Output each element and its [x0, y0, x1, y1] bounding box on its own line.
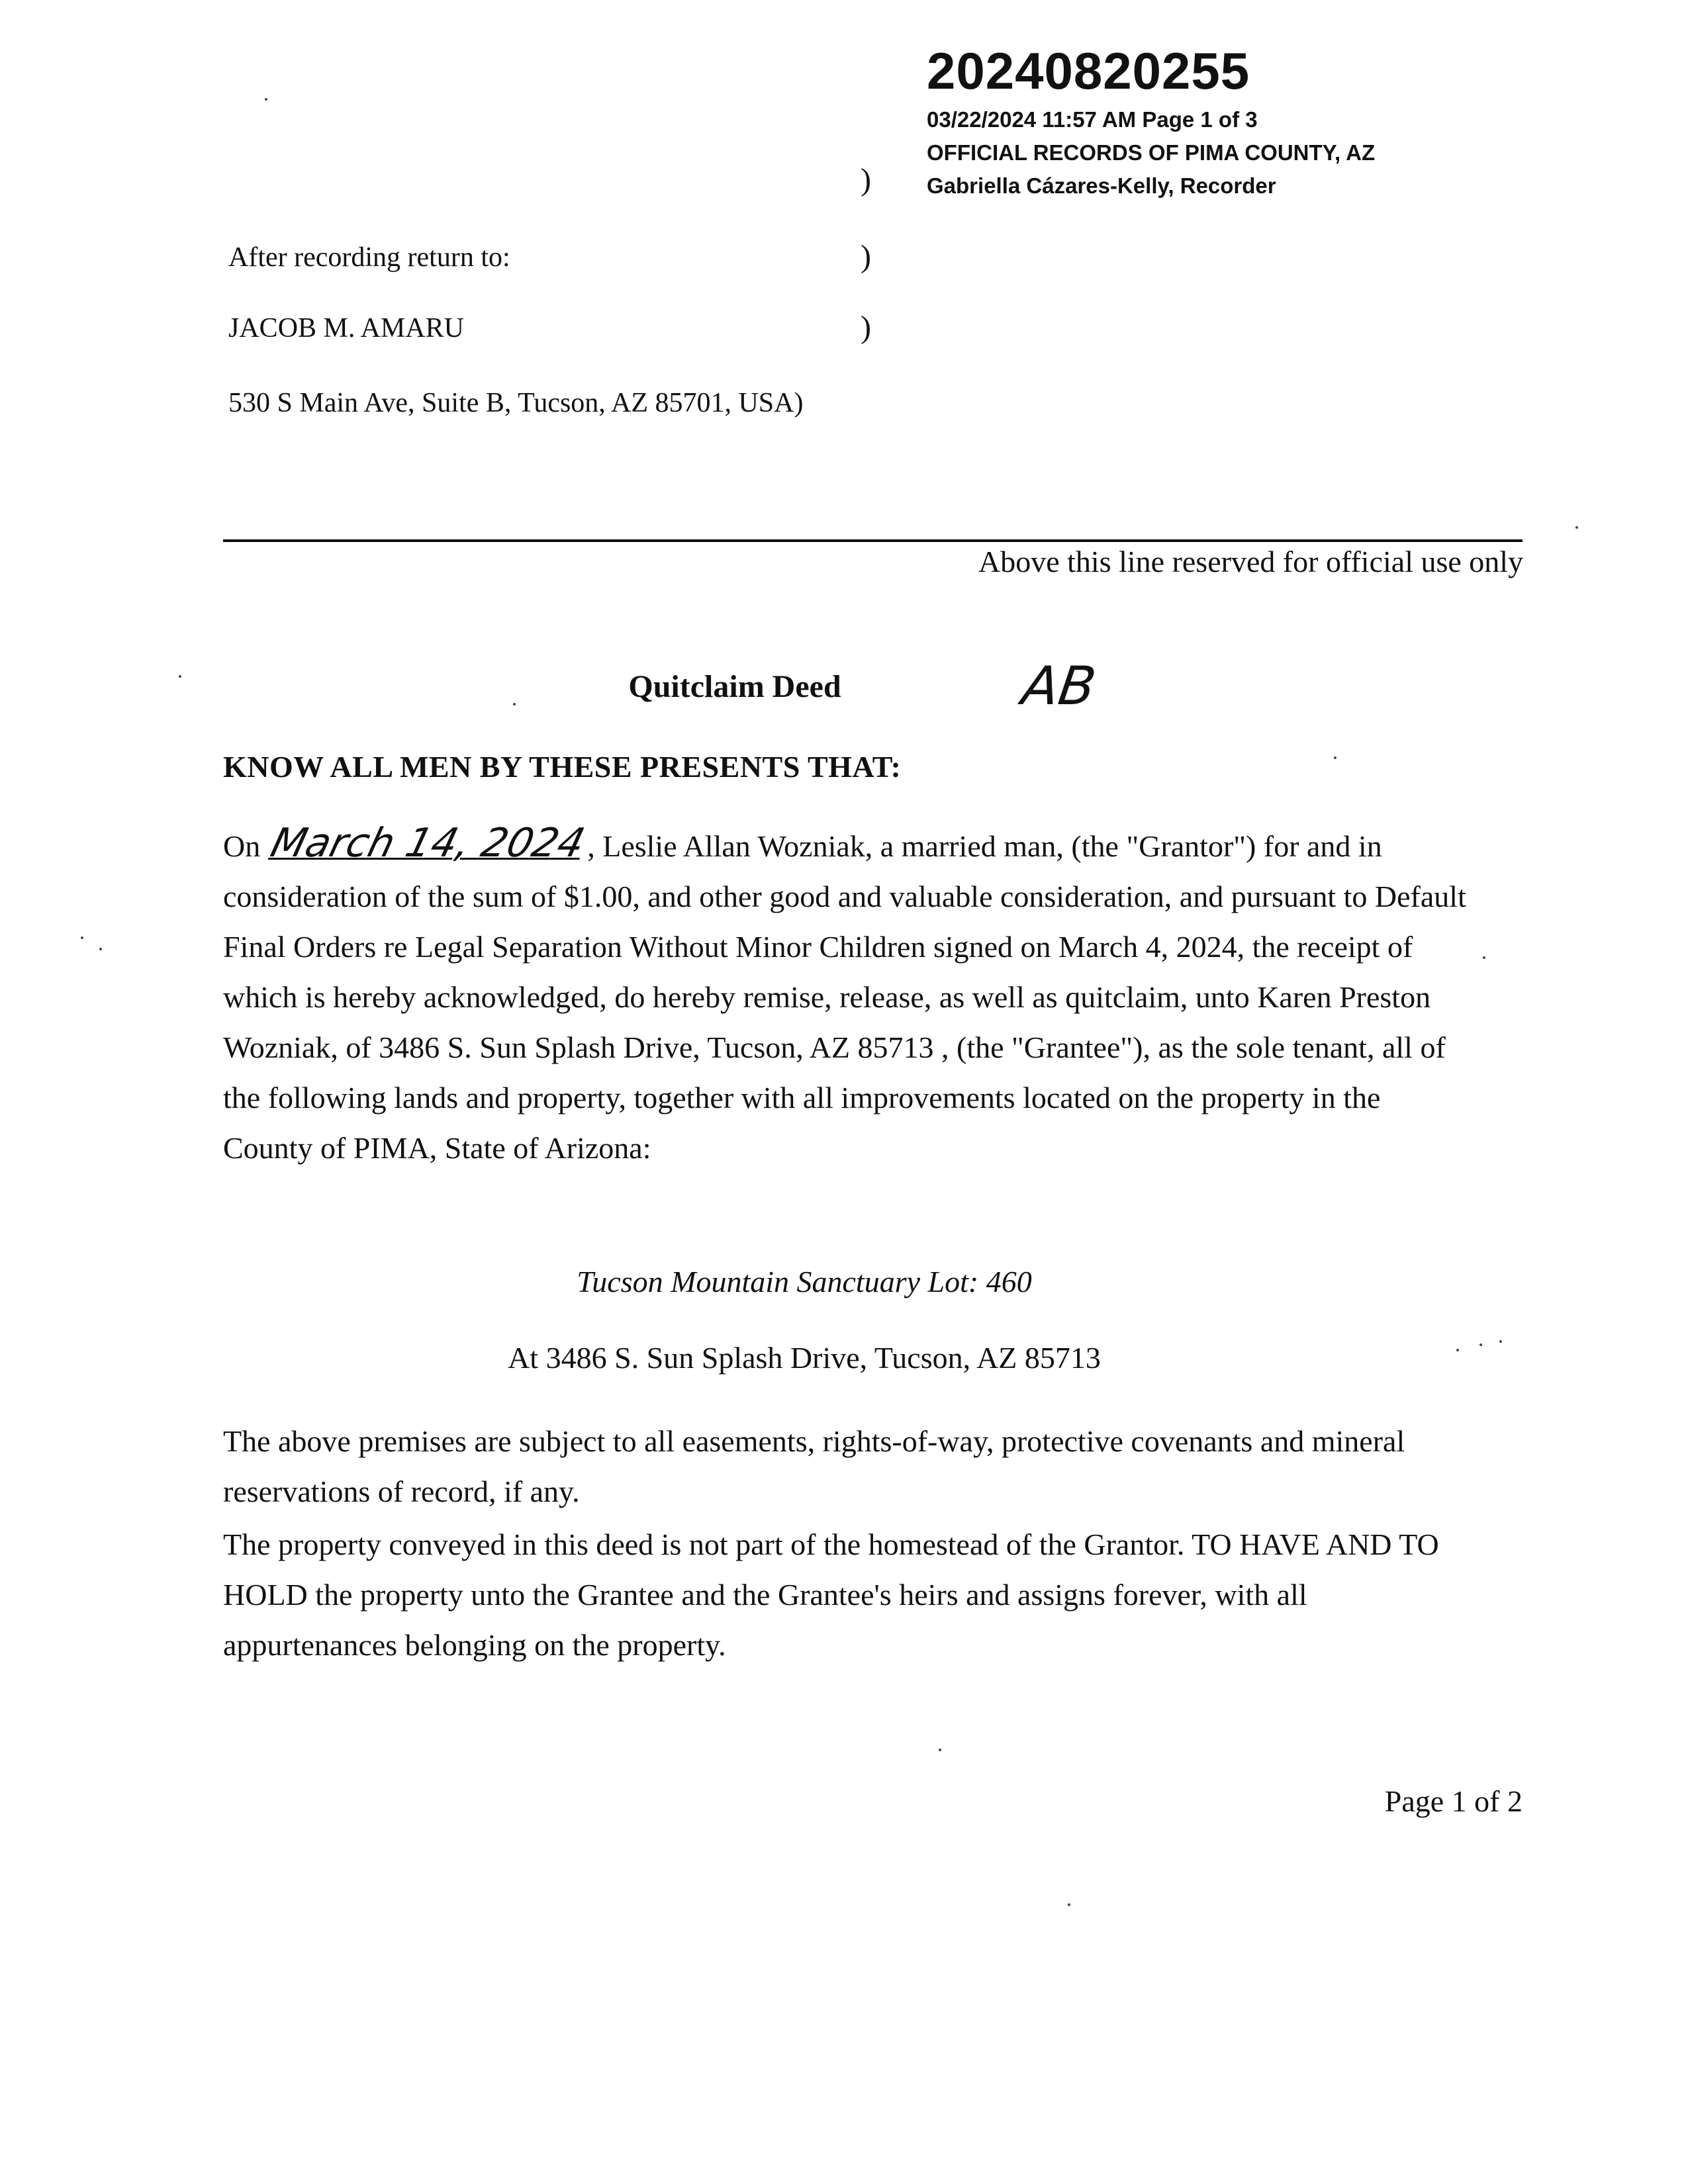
scan-speck — [179, 675, 181, 678]
scan-speck — [939, 1749, 941, 1751]
scan-speck — [81, 936, 83, 939]
scan-speck — [99, 948, 102, 950]
return-label: After recording return to: — [228, 242, 510, 273]
subject-to-paragraph: The above premises are subject to all easements, rights-of-way, protective covenants and mineral reservations of record, if any. — [223, 1424, 1405, 1508]
bracket-paren: ) — [861, 310, 871, 345]
handwritten-initials: AB — [1018, 655, 1100, 717]
official-use-rule — [223, 539, 1523, 542]
bracket-paren: ) — [861, 239, 871, 274]
bracket-paren: ) — [861, 162, 871, 197]
document-title: Quitclaim Deed — [628, 669, 841, 704]
scan-speck — [1456, 1349, 1459, 1351]
official-use-note: Above this line reserved for official use only — [978, 545, 1524, 578]
page-number: Page 1 of 2 — [1384, 1784, 1523, 1818]
scan-speck — [1479, 1343, 1482, 1346]
return-address: 530 S Main Ave, Suite B, Tucson, AZ 85701, USA) — [228, 388, 804, 418]
return-name: JACOB M. AMARU — [228, 313, 464, 343]
grant-paragraph — [223, 818, 1474, 1173]
deed-heading: KNOW ALL MEN BY THESE PRESENTS THAT: — [223, 750, 902, 784]
grant-text: , Leslie Allan Wozniak, a married man, (the "Grantor") for and in consideration of the sum of $1.00, and other good and valuable consideration, and pursuant to Default Final Orders re Legal Separation Without Minor Children signed on March 4, 2024, the receipt of which is hereby acknowledged, do hereby remise, release, as well as quitclaim, unto Karen Preston Wozniak, of 3486 S. Sun Splash Drive, Tucson, AZ 85713 , (the "Grantee"), as the sole tenant, all of the following lands and property, together with all improvements located on the property in the County of PIMA, State of Arizona: — [223, 829, 1466, 1165]
on-word: On — [223, 829, 261, 863]
stamp-office: OFFICIAL RECORDS OF PIMA COUNTY, AZ — [927, 140, 1376, 165]
scan-speck — [513, 703, 516, 705]
stamp-recorder: Gabriella Cázares-Kelly, Recorder — [927, 173, 1276, 198]
scan-speck — [1575, 526, 1578, 529]
scan-speck — [1334, 756, 1336, 759]
handwritten-date: March 14, 2024 — [266, 820, 589, 866]
document-number: 20240820255 — [927, 42, 1250, 100]
scan-speck — [1068, 1903, 1070, 1906]
legal-description: Tucson Mountain Sanctuary Lot: 460 — [577, 1265, 1032, 1298]
scan-speck — [1483, 956, 1485, 959]
stamp-datetime: 03/22/2024 11:57 AM Page 1 of 3 — [927, 107, 1258, 132]
scan-speck — [1499, 1340, 1502, 1343]
scan-speck — [265, 98, 267, 101]
homestead-paragraph: The property conveyed in this deed is not part of the homestead of the Grantor. TO HAVE AND TO HOLD the property unto the Grantee and the Grantee's heirs and assigns forever, with all appurtenances belonging on the property. — [223, 1527, 1439, 1662]
property-address: At 3486 S. Sun Splash Drive, Tucson, AZ 85713 — [508, 1341, 1101, 1375]
